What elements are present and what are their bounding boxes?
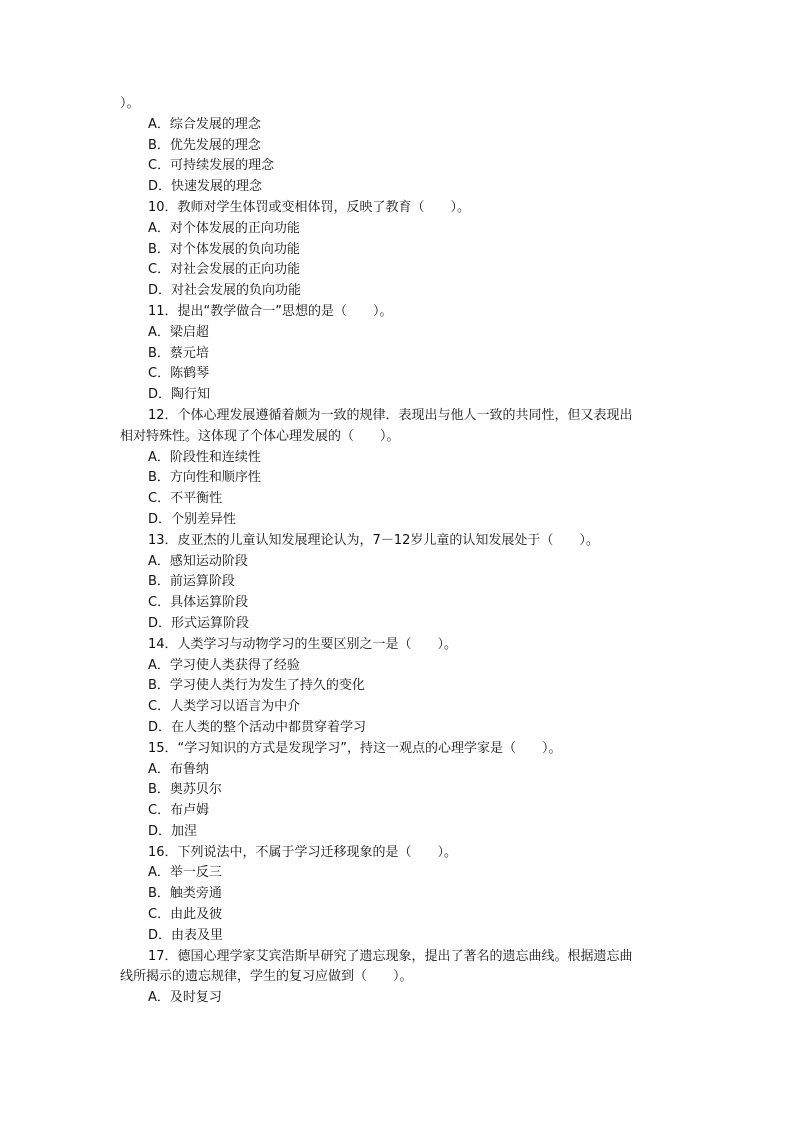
question-line: 12．个体心理发展遵循着颇为一致的规律．表现出与他人一致的共同性，但又表现出 (148, 407, 633, 423)
question-continuation-line: 相对特殊性。这体现了个体心理发展的（ ）。 (120, 428, 400, 444)
option-line: D．陶行知 (148, 387, 211, 403)
option-line: C．具体运算阶段 (148, 595, 249, 611)
question-line: 17．德国心理学家艾宾浩斯早研究了遗忘现象，提出了著名的遗忘曲线。根据遗忘曲 (148, 948, 633, 964)
option-line: A．举一反三 (148, 865, 222, 881)
option-line: C．对社会发展的正向功能 (148, 262, 301, 278)
option-line: A．学习使人类获得了经验 (148, 657, 300, 673)
option-line: B．对个体发展的负向功能 (148, 241, 300, 257)
question-line: 15．“学习知识的方式是发现学习”，持这一观点的心理学家是（ ）。 (148, 740, 562, 756)
option-line: A．综合发展的理念 (148, 116, 261, 132)
question-line: 13．皮亚杰的儿童认知发展理论认为，7－12岁儿童的认知发展处于（ ）。 (148, 532, 599, 548)
option-line: C．由此及彼 (148, 907, 223, 923)
option-line: C．可持续发展的理念 (148, 158, 275, 174)
option-line: C．陈鹤琴 (148, 366, 210, 382)
option-line: C．不平衡性 (148, 491, 223, 507)
question-line: 16．下列说法中，不属于学习迁移现象的是（ ）。 (148, 844, 458, 860)
option-line: D．在人类的整个活动中都贯穿着学习 (148, 719, 367, 735)
question-line: 10．教师对学生体罚或变相体罚，反映了教育（ ）。 (148, 199, 471, 215)
option-line: B．触类旁通 (148, 886, 222, 902)
option-line: A．感知运动阶段 (148, 553, 248, 569)
option-line: D．对社会发展的负向功能 (148, 283, 302, 299)
option-line: C．人类学习以语言为中介 (148, 699, 301, 715)
option-line: B．蔡元培 (148, 345, 209, 361)
option-line: A．布鲁纳 (148, 761, 209, 777)
option-line: D．个别差异性 (148, 511, 237, 527)
option-line: A．及时复习 (148, 990, 222, 1006)
option-line: D．由表及里 (148, 927, 224, 943)
option-line: D．快速发展的理念 (148, 179, 263, 195)
option-line: A．梁启超 (148, 324, 209, 340)
option-line: C．布卢姆 (148, 803, 210, 819)
option-line: A．对个体发展的正向功能 (148, 220, 300, 236)
text-line: ）。 (120, 96, 140, 111)
question-line: 11．提出“教学做合一”思想的是（ ）。 (148, 303, 393, 319)
option-line: D．加涅 (148, 823, 198, 839)
option-line: B．奥苏贝尔 (148, 782, 222, 798)
option-line: B．前运算阶段 (148, 574, 235, 590)
option-line: A．阶段性和连续性 (148, 449, 261, 465)
question-text-block (120, 94, 680, 1009)
option-line: D．形式运算阶段 (148, 615, 250, 631)
option-line: B．优先发展的理念 (148, 137, 261, 153)
option-line: B．方向性和顺序性 (148, 470, 261, 486)
option-line: B．学习使人类行为发生了持久的变化 (148, 678, 365, 694)
question-continuation-line: 线所揭示的遗忘规律，学生的复习应做到（ ）。 (120, 969, 413, 985)
question-line: 14．人类学习与动物学习的生要区别之一是（ ）。 (148, 636, 458, 652)
